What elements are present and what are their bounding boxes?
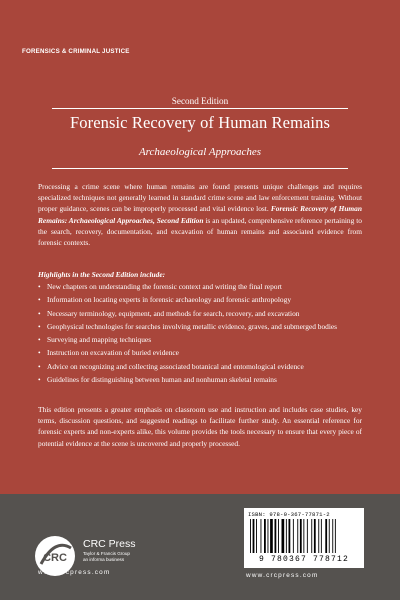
barcode-bars [250, 519, 358, 553]
publisher-subline: an informa business [83, 557, 125, 562]
publisher-url-left: www.crcpress.com [38, 569, 111, 576]
highlights-list [38, 282, 368, 388]
highlight-item: • New chapters on understanding the forensic context and writing the final report [38, 282, 368, 292]
highlight-item: • Necessary terminology, equipment, and methods for search, recovery, and excavation [38, 309, 368, 319]
highlight-item: • Guidelines for distinguishing between human and nonhuman skeletal remains [38, 375, 368, 385]
closing-paragraph: This edition presents a greater emphasis on classroom use and instruction and includes case studies, key terms, discussion questions, and suggested readings to facilitate further study. An essential reference for forensic experts and non-experts alike, this volume provides the tools necessary to ensure that every piece of potential evidence at the scene is uncovered and properly processed. [38, 405, 362, 448]
description-bold-title: Forensic Recovery of Human Remains: Archaeological Approaches, Second Edition [38, 204, 362, 225]
edition-label: Second Edition [171, 96, 229, 106]
barcode-number: 9 780367 778712 [258, 555, 349, 564]
title-rule-bottom [52, 168, 348, 169]
description-text-1: Processing a crime scene where human remains are found presents unique challenges and requires specialized techniques not generally learned in standard crime scene and law enforcement training. Without proper guidance, scenes can be improperly processed and vital evidence lost. [38, 182, 362, 214]
description-text-2: is an updated, comprehensive reference pertaining to the search, recovery, documentation, and excavation of human remains and associated evidence from forensic contexts. [38, 215, 363, 248]
description-paragraph [38, 181, 362, 248]
highlight-item: • Information on locating experts in forensic archaeology and forensic anthropology [38, 295, 368, 305]
publisher-tagline: Taylor & Francis Group [83, 551, 130, 556]
isbn-label: ISBN: 978-0-367-77871-2 [248, 511, 330, 518]
publisher-name: CRC Press [83, 538, 136, 550]
title-rule-top [52, 108, 348, 109]
highlight-item: • Geophysical technologies for searches involving metallic evidence, graves, and submerged bodies [38, 322, 368, 332]
book-title: Forensic Recovery of Human Remains [69, 113, 330, 132]
publisher-url-right: www.crcpress.com [246, 572, 319, 579]
highlight-item: • Instruction on excavation of buried evidence [38, 348, 368, 358]
series-label: FORENSICS & CRIMINAL JUSTICE [22, 48, 130, 55]
crc-logo-lettering: CRC [43, 552, 67, 564]
highlight-item: • Surveying and mapping techniques [38, 335, 368, 345]
highlights-heading: Highlights in the Second Edition include: [38, 270, 166, 279]
highlight-item: • Advice on recognizing and collecting associated botanical and entomological evidence [38, 362, 368, 372]
book-subtitle: Archaeological Approaches [138, 146, 262, 158]
